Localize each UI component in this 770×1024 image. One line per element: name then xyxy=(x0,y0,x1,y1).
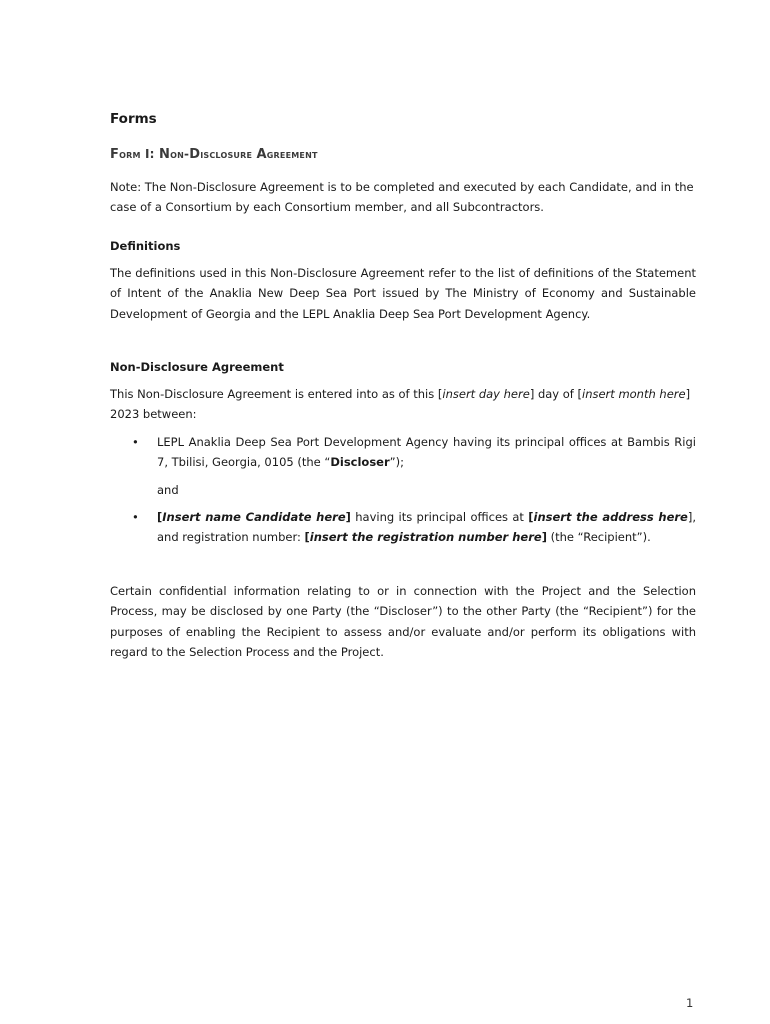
bracket: ] xyxy=(541,530,547,545)
form-title-part: D xyxy=(189,147,201,162)
bullet-icon: • xyxy=(132,434,139,449)
intro-text: ] 2023 between: xyxy=(110,387,691,422)
bracket: [ xyxy=(157,510,163,525)
form-title-part: isclosure xyxy=(200,147,257,161)
party2-end: (the “Recipient”). xyxy=(546,530,651,545)
address-placeholder: insert the address here xyxy=(533,510,688,525)
form-title-part: F xyxy=(110,147,120,162)
list-item-party2 xyxy=(110,507,696,548)
bracket: [ xyxy=(304,530,310,545)
page-number: 1 xyxy=(686,996,694,1010)
party2-text: ], and registration number: xyxy=(157,510,697,545)
candidate-name-placeholder: Insert name Candidate here xyxy=(162,510,346,525)
form-title xyxy=(110,144,696,165)
section-heading-forms: Forms xyxy=(110,111,157,127)
discloser-label: Discloser xyxy=(330,455,390,470)
bracket: ] xyxy=(345,510,351,525)
party1-text: LEPL Anaklia Deep Sea Port Development Agency having its principal offices at Bambis Rigi 7, Tbilisi, Georgia, 0105 (the “ xyxy=(157,434,696,470)
nda-intro-paragraph xyxy=(110,384,696,425)
definitions-heading: Definitions xyxy=(110,238,181,253)
parties-list xyxy=(110,432,696,473)
document-page xyxy=(110,108,696,663)
form-title-part: greement xyxy=(266,147,318,161)
note-paragraph: Note: The Non-Disclosure Agreement is to be completed and executed by each Candidate, and in the case of a Consortium by each Consortium member, and all Subcontractors. xyxy=(110,180,694,215)
party1-end: ”); xyxy=(389,455,404,470)
registration-placeholder: insert the registration number here xyxy=(309,530,542,545)
bullet-icon: • xyxy=(132,510,139,525)
intro-day-placeholder: insert day here xyxy=(442,387,530,402)
list-item-party1 xyxy=(110,432,696,473)
form-title-part: orm I: xyxy=(119,147,160,161)
nda-heading: Non-Disclosure Agreement xyxy=(110,360,284,375)
and-connector: and xyxy=(157,482,179,497)
intro-text: ] day of [ xyxy=(529,387,582,402)
bracket: [ xyxy=(528,510,534,525)
confidential-paragraph: Certain confidential information relating to or in connection with the Project and the Selection Process, may be disclosed by one Party (the “Discloser”) to the other Party (the “Recipient”) for the purposes of enabling the Recipient to assess and/or evaluate and/or perform its obligations with regard to the Selection Process and the Project. xyxy=(110,583,696,660)
party2-text: having its principal offices at xyxy=(350,510,529,525)
form-title-part: A xyxy=(256,147,267,162)
form-title-part: N xyxy=(159,147,171,162)
definitions-paragraph: The definitions used in this Non-Disclosure Agreement refer to the list of definitions of the Statement of Intent of the Anaklia New Deep Sea Port issued by The Ministry of Economy and Sustainable Development of Georgia and the LEPL Anaklia Deep Sea Port Development Agency. xyxy=(110,265,696,321)
intro-text: This Non-Disclosure Agreement is entered into as of this [ xyxy=(110,387,443,402)
form-title-part: on- xyxy=(170,147,190,161)
parties-list-2 xyxy=(110,507,696,548)
intro-month-placeholder: insert month here xyxy=(582,387,686,402)
